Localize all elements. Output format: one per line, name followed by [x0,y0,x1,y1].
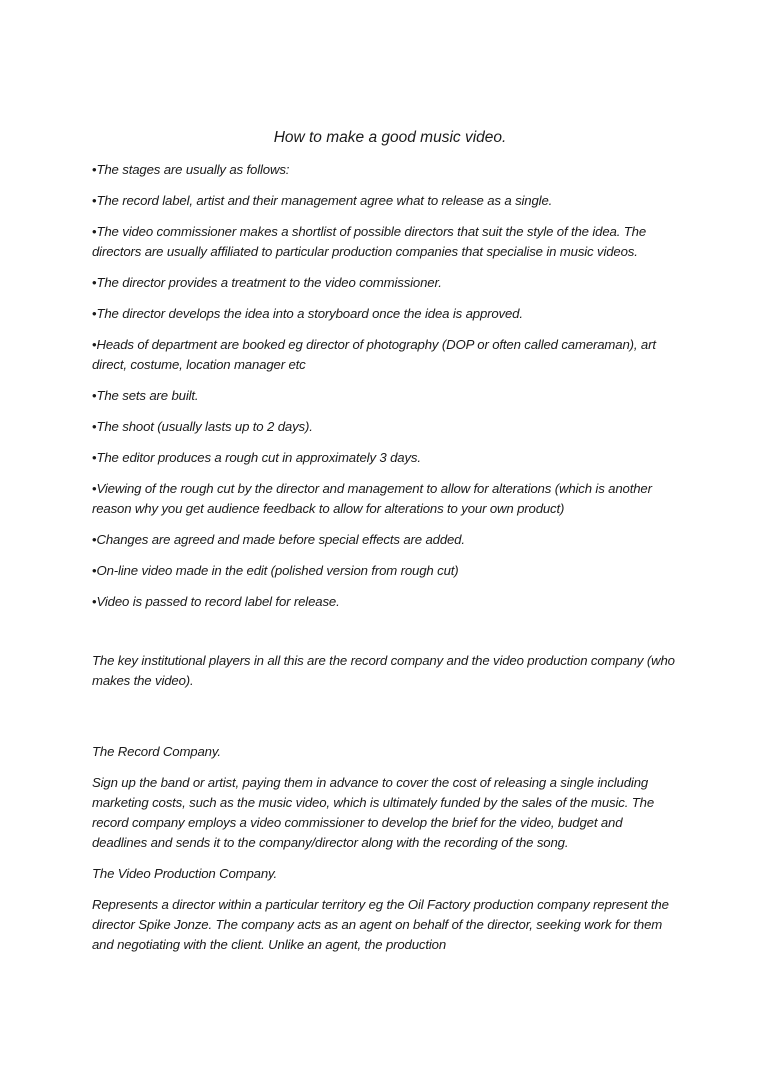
list-item [92,530,680,550]
list-item-text: Heads of department are booked eg director of photography (DOP or often called cameraman), art direct, costume, location manager etc [92,337,656,372]
list-item [92,561,680,581]
list-item [92,592,680,612]
key-players-paragraph: The key institutional players in all this are the record company and the video production company (who makes the video). [92,653,675,688]
bullet-icon: • [92,337,97,352]
list-item-text: On-line video made in the edit (polished version from rough cut) [96,563,459,578]
bullet-icon: • [92,224,97,239]
list-item-text: The director provides a treatment to the video commissioner. [96,275,442,290]
bullet-icon: • [92,306,97,321]
list-item-text: The director develops the idea into a storyboard once the idea is approved. [96,306,523,321]
bullet-icon: • [92,193,97,208]
list-item [92,417,680,437]
list-item-text: The video commissioner makes a shortlist of possible directors that suit the style of the idea. The directors are usually affiliated to particular production companies that specialise in music videos. [92,224,647,259]
list-item-text: The record label, artist and their management agree what to release as a single. [96,193,553,208]
list-item [92,222,680,262]
spacer [92,702,680,742]
bullet-icon: • [92,532,97,547]
bullet-icon: • [92,450,97,465]
bullet-icon: • [92,594,97,609]
bullet-icon: • [92,388,97,403]
bullet-icon: • [92,419,97,434]
page-title: How to make a good music video. [273,129,507,146]
list-item [92,160,680,180]
record-company-paragraph: Sign up the band or artist, paying them in advance to cover the cost of releasing a single including marketing costs, such as the music video, which is ultimately funded by the sales of the music. The record company employs a video commissioner to develop the brief for the video, budget and deadlines and sends it to the company/director along with the recording of the song. [92,775,655,850]
video-production-paragraph: Represents a director within a particular territory eg the Oil Factory production company represent the director Spike Jonze. The company acts as an agent on behalf of the director, seeking work for them and negotiating with the client. Unlike an agent, the production [92,897,669,952]
bullet-icon: • [92,162,97,177]
spacer [92,623,680,651]
bullet-icon: • [92,481,97,496]
list-item [92,191,680,211]
list-item-text: Viewing of the rough cut by the director and management to allow for alterations (which is another reason why you get audience feedback to allow for alterations to your own product) [92,481,652,516]
list-item [92,386,680,406]
list-item-text: The sets are built. [96,388,199,403]
document-content [92,128,680,966]
list-item [92,448,680,468]
list-item [92,304,680,324]
list-item-text: The stages are usually as follows: [96,162,290,177]
stages-list [92,160,680,612]
list-item-text: Video is passed to record label for release. [96,594,340,609]
list-item [92,273,680,293]
list-item-text: The shoot (usually lasts up to 2 days). [96,419,313,434]
bullet-icon: • [92,275,97,290]
bullet-icon: • [92,563,97,578]
list-item-text: The editor produces a rough cut in approximately 3 days. [96,450,421,465]
record-company-heading: The Record Company. [92,744,221,759]
list-item [92,335,680,375]
video-production-heading: The Video Production Company. [92,866,278,881]
list-item-text: Changes are agreed and made before special effects are added. [96,532,465,547]
list-item [92,479,680,519]
